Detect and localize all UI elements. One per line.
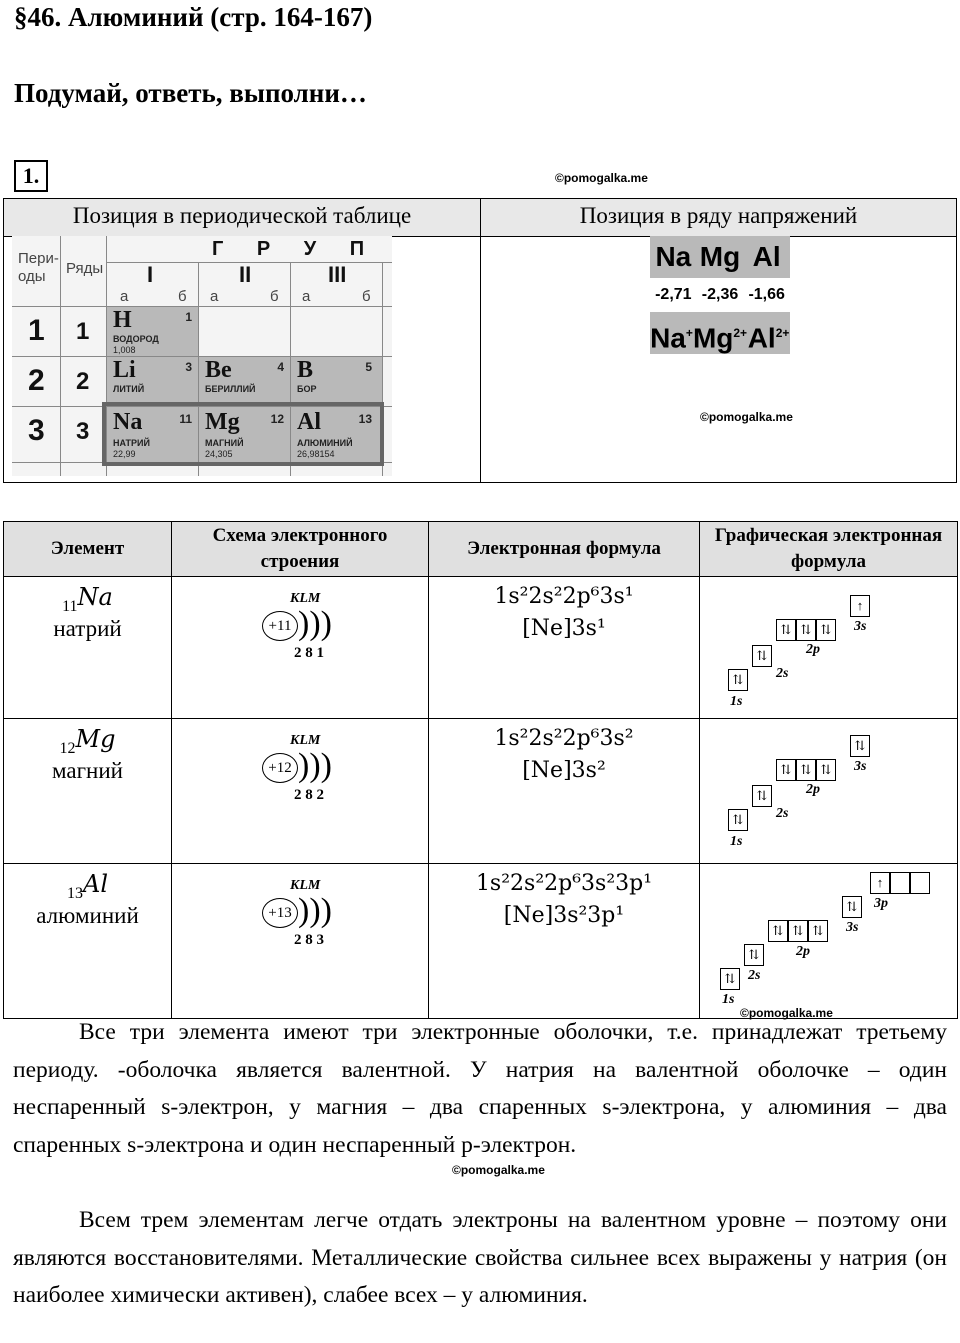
periods-label: Пери-оды: [18, 250, 59, 285]
paragraph-2: Всем трем элементам легче отдать электроны на валентном уровне – поэтому они являются восстановителями. Металлические свойства сильнее всех выражены у натрия (он наиболее химически активен), слабее всех – у алюминия.: [13, 1207, 947, 1308]
atom-scheme: KLM +11 ))) 2 8 1: [260, 587, 340, 667]
task-number: 1.: [14, 160, 48, 192]
watermark: ©pomogalka.me: [555, 171, 648, 185]
header-scheme: Схема электронного строения: [172, 522, 429, 577]
period-1: 1: [28, 314, 45, 347]
element-h-cell: H 1 ВОДОРОД 1,008: [107, 307, 198, 356]
formula-short: [Ne]3s²3p¹: [503, 903, 625, 928]
electron-structure-table: [3, 521, 957, 1020]
subgroup-b: б: [270, 288, 279, 305]
page-heading: §46. Алюминий (стр. 164-167): [14, 2, 373, 32]
orbital-diagram-mg: ⇅ 1s ⇅ 2s ⇅ ⇅ ⇅ 2p ⇅ 3s: [700, 719, 958, 864]
activity-series: [650, 236, 790, 354]
atom-scheme: KLM +12 ))) 2 8 2: [260, 729, 340, 809]
element-b-cell: B 5 БОР: [291, 357, 382, 406]
row-1: 1: [76, 318, 90, 345]
element-symbol: $_{11}$Na: [62, 583, 113, 615]
header-graphic-formula: Графическая электронная формула: [700, 522, 958, 577]
watermark: ©pomogalka.me: [452, 1163, 545, 1177]
table-row: [4, 864, 958, 1019]
element-name: алюминий: [36, 902, 139, 928]
header-formula: Электронная формула: [429, 522, 700, 577]
formula-full: 1s²2s²2p⁶3s¹: [494, 584, 634, 609]
header-element: Элемент: [4, 522, 172, 577]
periodic-table-fragment: [12, 236, 392, 476]
groups-header: Г Р У П: [212, 238, 379, 260]
watermark: ©pomogalka.me: [740, 1006, 833, 1020]
formula-short: [Ne]3s¹: [522, 616, 606, 641]
period-2: 2: [28, 364, 45, 397]
period-3: 3: [28, 414, 45, 447]
row-2: 2: [76, 368, 90, 395]
position-periodic-header: Позиция в периодической таблице: [4, 199, 480, 237]
column-divider: [480, 199, 481, 482]
subgroup-a: а: [302, 288, 311, 305]
formula-full: 1s²2s²2p⁶3s²3p¹: [475, 871, 653, 896]
subgroup-b: б: [178, 288, 187, 305]
element-na-cell: Na 11 НАТРИЙ 22,99: [107, 407, 198, 462]
group-i: I: [147, 262, 154, 287]
orbital-diagram-al: ⇅ 1s ⇅ 2s ⇅ ⇅ ⇅ 2p ⇅ 3s ↑ 3p ©pomogalka.me: [700, 864, 958, 1019]
element-li-cell: Li 3 ЛИТИЙ: [107, 357, 198, 406]
group-ii: II: [239, 262, 252, 287]
element-name: магний: [52, 757, 123, 783]
highlight-frame: [102, 402, 384, 466]
series-potentials-row: -2,71 -2,36 -1,66: [650, 278, 790, 312]
series-ions-row: Na+ $Mg^{2+}$ $Al^{2+}$: [650, 312, 790, 354]
formula-short: [Ne]3s²: [522, 758, 606, 783]
rows-label: Ряды: [66, 260, 104, 277]
table-row: [4, 577, 958, 719]
element-al-cell: Al 13 АЛЮМИНИЙ 26,98154: [291, 407, 382, 462]
subgroup-a: а: [210, 288, 219, 305]
element-symbol: $_{12}$Mg: [59, 725, 116, 757]
atom-scheme: KLM +13 ))) 2 8 3: [260, 874, 340, 954]
group-iii: III: [328, 262, 347, 287]
element-be-cell: Be 4 БЕРИЛЛИЙ: [199, 357, 290, 406]
section-subheading: Подумай, ответь, выполни…: [14, 78, 367, 108]
orbital-diagram-na: ⇅ 1s ⇅ 2s ⇅ ⇅ ⇅ 2p ↑ 3s: [700, 577, 958, 719]
paragraph-1: Все три элемента имеют три электронные оболочки, т.е. принадлежат третьему периоду. -оболочка является валентной. У натрия на валентной оболочке – один неспаренный s-электрон, у магния – два спаренных s-электрона, у алюминия – два спаренных s-электрона и один неспаренный p-электрон.: [13, 1019, 947, 1158]
position-series-header: Позиция в ряду напряжений: [481, 199, 956, 237]
formula-full: 1s²2s²2p⁶3s²: [494, 726, 634, 751]
element-mg-cell: Mg 12 МАГНИЙ 24,305: [199, 407, 290, 462]
watermark: ©pomogalka.me: [700, 410, 793, 424]
element-symbol: $_{13}$Al: [66, 870, 108, 902]
series-metals-row: Na Mg Al: [650, 236, 790, 278]
element-name: натрий: [53, 615, 122, 641]
subgroup-a: а: [120, 288, 129, 305]
table-row: [4, 719, 958, 864]
subgroup-b: б: [362, 288, 371, 305]
row-3: 3: [76, 418, 90, 445]
